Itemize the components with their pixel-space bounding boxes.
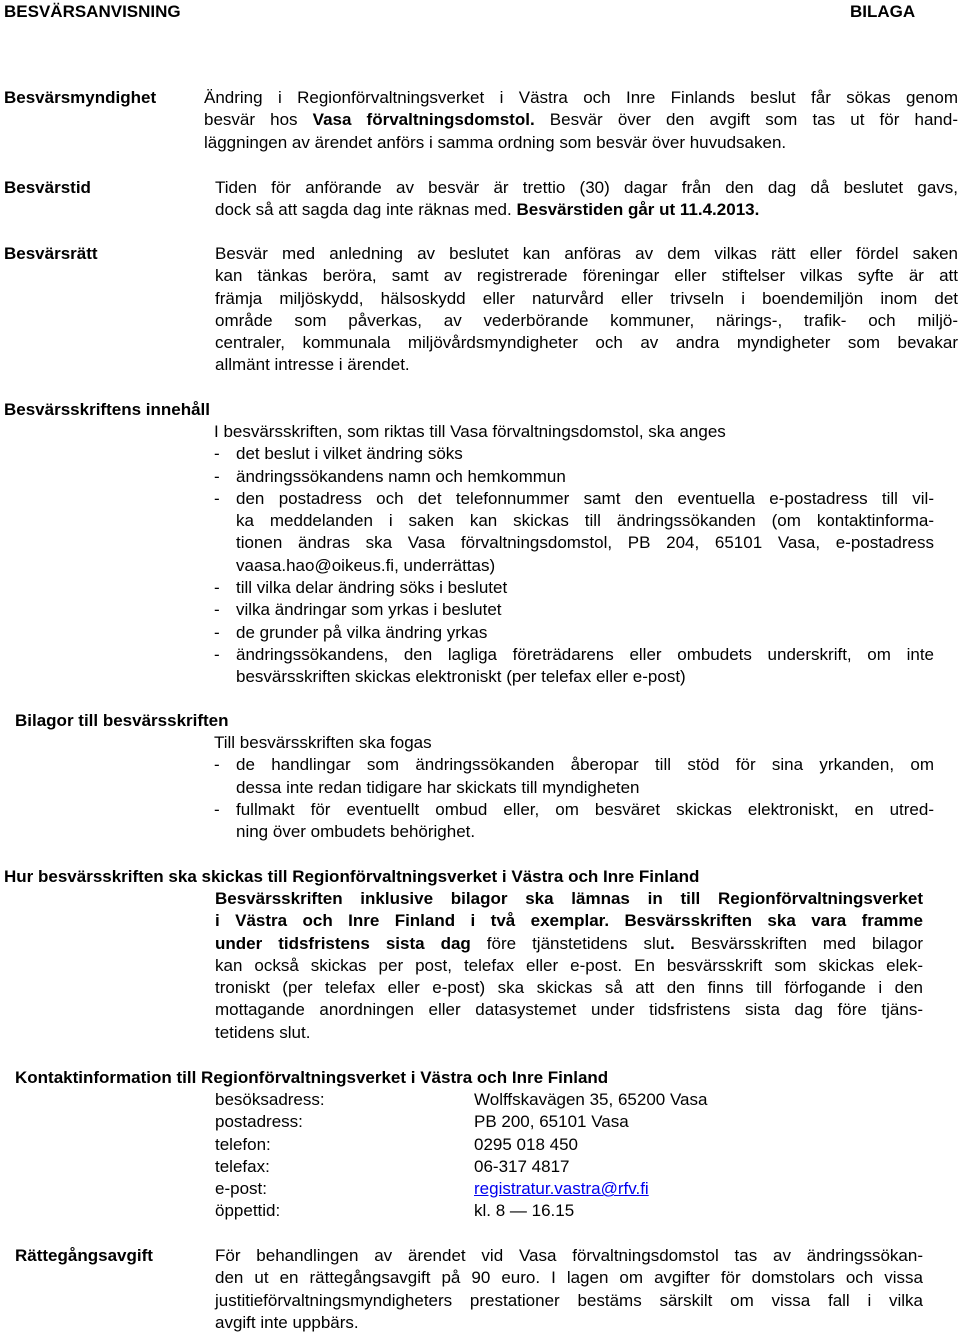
appeal-authority-label: Besvärsmyndighet (4, 88, 157, 107)
attachment-label: BILAGA (850, 2, 916, 21)
right-of-appeal-label: Besvärsrätt (4, 244, 98, 263)
appeal-content-list: I besvärsskriften, som riktas till Vasa förvaltningsdomstol, ska anges - det beslut i vilket ändring söks - ändringssökandens namn och hemkommun - den postadress och det telefonnummer samt den eventuella e-postadress till vil- ka meddelanden i saken kan skickas till ändringssökanden (om kontaktinforma- tionen ändras ska Vasa förvaltningsdomstol, PB 204, 65101 Vasa, e-postadress vaasa.hao@oikeus.fi, underrättas) - till vilka delar ändring söks i beslutet - vilka ändringar som yrkas i beslutet - de grunder på vilka ändring yrkas - ändringssökandens, den lagliga företrädarens eller ombudets underskrift, om inte besvärsskriften skickas elektroniskt (per telefax eller e-post) (214, 421, 934, 689)
contact-heading: Kontaktinformation till Regionförvaltningsverket i Västra och Inre Finland (15, 1068, 609, 1087)
court-fee-label: Rättegångsavgift (15, 1246, 153, 1265)
appeal-period-text: Tiden för anförande av besvär är trettio (30) dagar från den dag då beslutet gavs, dock så att sagda dag inte räknas med. Besvärstiden går ut 11.4.2013. (215, 178, 958, 220)
list-item: - den postadress och det telefonnummer samt den eventuella e-postadress till vil- ka meddelanden i saken kan skickas till ändringssökanden (om kontaktinforma- tionen ändras ska Vasa förvaltningsdomstol, PB 204, 65101 Vasa, e-postadress vaasa.hao@oikeus.fi, underrättas) (214, 488, 934, 577)
appeal-period-label: Besvärstid (4, 178, 91, 197)
email-link[interactable]: registratur.vastra@rfv.fi (474, 1179, 649, 1199)
contact-row-visiting-address: besöksadress: Wolffskavägen 35, 65200 Vasa (215, 1090, 708, 1109)
attachments-heading: Bilagor till besvärsskriften (15, 711, 229, 730)
appeal-authority-text: Ändring i Regionförvaltningsverket i Västra och Inre Finlands beslut får sökas genom besvär hos Vasa förvaltningsdomstol. Besvär över den avgift som tas ut för hand- läggningen av ärendet anförs i samma ordning som besvär över huvudsaken. (204, 88, 958, 152)
submission-heading: Hur besvärsskriften ska skickas till Regionförvaltningsverket i Västra och Inre Finland (4, 867, 700, 886)
contact-row-email: e-post: registratur.vastra@rfv.fi (215, 1178, 815, 1200)
list-item: - de grunder på vilka ändring yrkas (214, 622, 934, 644)
list-item: - det beslut i vilket ändring söks (214, 443, 934, 465)
list-item: - vilka ändringar som yrkas i beslutet (214, 599, 934, 621)
submission-text: Besvärsskriften inklusive bilagor ska lämnas in till Regionförvaltningsverket i Västra och Inre Finland i två exemplar. Besvärsskriften ska vara framme under tidsfristens sista dag före tjänstetidens slut. Besvärsskriften med bilagor kan också skickas per post, telefax eller e-post. En besvärsskrift som skickas elek- troniskt (per telefax eller e-post) ska skickas så att den finns till förfogande i den mottagande anordningen eller datasystemet under tidsfristens sista dag före tjäns- tetidens slut. (215, 889, 923, 1042)
attachments-list: Till besvärsskriften ska fogas - de handlingar som ändringssökanden åberopar till stöd för sina yrkanden, om dessa inte redan tidigare har skickats till myndigheten - fullmakt för eventuellt ombud eller, om besväret skickas elektroniskt, en utred- ning över ombudets behörighet. (214, 732, 934, 843)
court-fee-text: För behandlingen av ärendet vid Vasa förvaltningsdomstol tas av ändringssökan- den ut en rättegångsavgift på 90 euro. I lagen om avgifter för domstolars och vissa justitieförvaltningsmyndigheters prestationer bestäms särskilt om vissa fall i vilka avgift inte uppbärs. (215, 1246, 923, 1332)
contact-row-postal-address: postadress: PB 200, 65101 Vasa (215, 1112, 629, 1132)
deadline-date: Besvärstiden går ut 11.4.2013. (516, 200, 760, 220)
document-type-label: BESVÄRSANVISNING (4, 2, 181, 21)
list-item: - ändringssökandens, den lagliga företrädarens eller ombudets underskrift, om inte besvärsskriften skickas elektroniskt (per telefax eller e-post) (214, 644, 934, 689)
contact-row-opening-hours: öppettid: kl. 8 — 16.15 (215, 1201, 575, 1221)
contact-row-phone: telefon: 0295 018 450 (215, 1134, 578, 1154)
contact-row-fax: telefax: 06-317 4817 (215, 1156, 570, 1176)
appeal-content-heading: Besvärsskriftens innehåll (4, 400, 210, 419)
contact-table (215, 1089, 815, 1223)
right-of-appeal-text: Besvär med anledning av beslutet kan anföras av dem vilkas rätt eller fördel saken kan tänkas beröra, samt av registrerade föreningar eller stiftelser vilkas syfte är att främja miljöskydd, hälsoskydd eller naturvård eller trivseln i boendemiljön inom det område som påverkas, av vederbörande kommuner, närings-, trafik- och miljö- centraler, kommunala miljövårdsmyndigheter och av andra myndigheter som bevakar allmänt intresse i ärendet. (215, 244, 958, 375)
list-item: - ändringssökandens namn och hemkommun (214, 466, 934, 488)
list-item: - de handlingar som ändringssökanden åberopar till stöd för sina yrkanden, om dessa inte redan tidigare har skickats till myndigheten (214, 754, 934, 799)
list-item: - till vilka delar ändring söks i beslutet (214, 577, 934, 599)
list-item: - fullmakt för eventuellt ombud eller, om besväret skickas elektroniskt, en utred- ning över ombudets behörighet. (214, 799, 934, 844)
